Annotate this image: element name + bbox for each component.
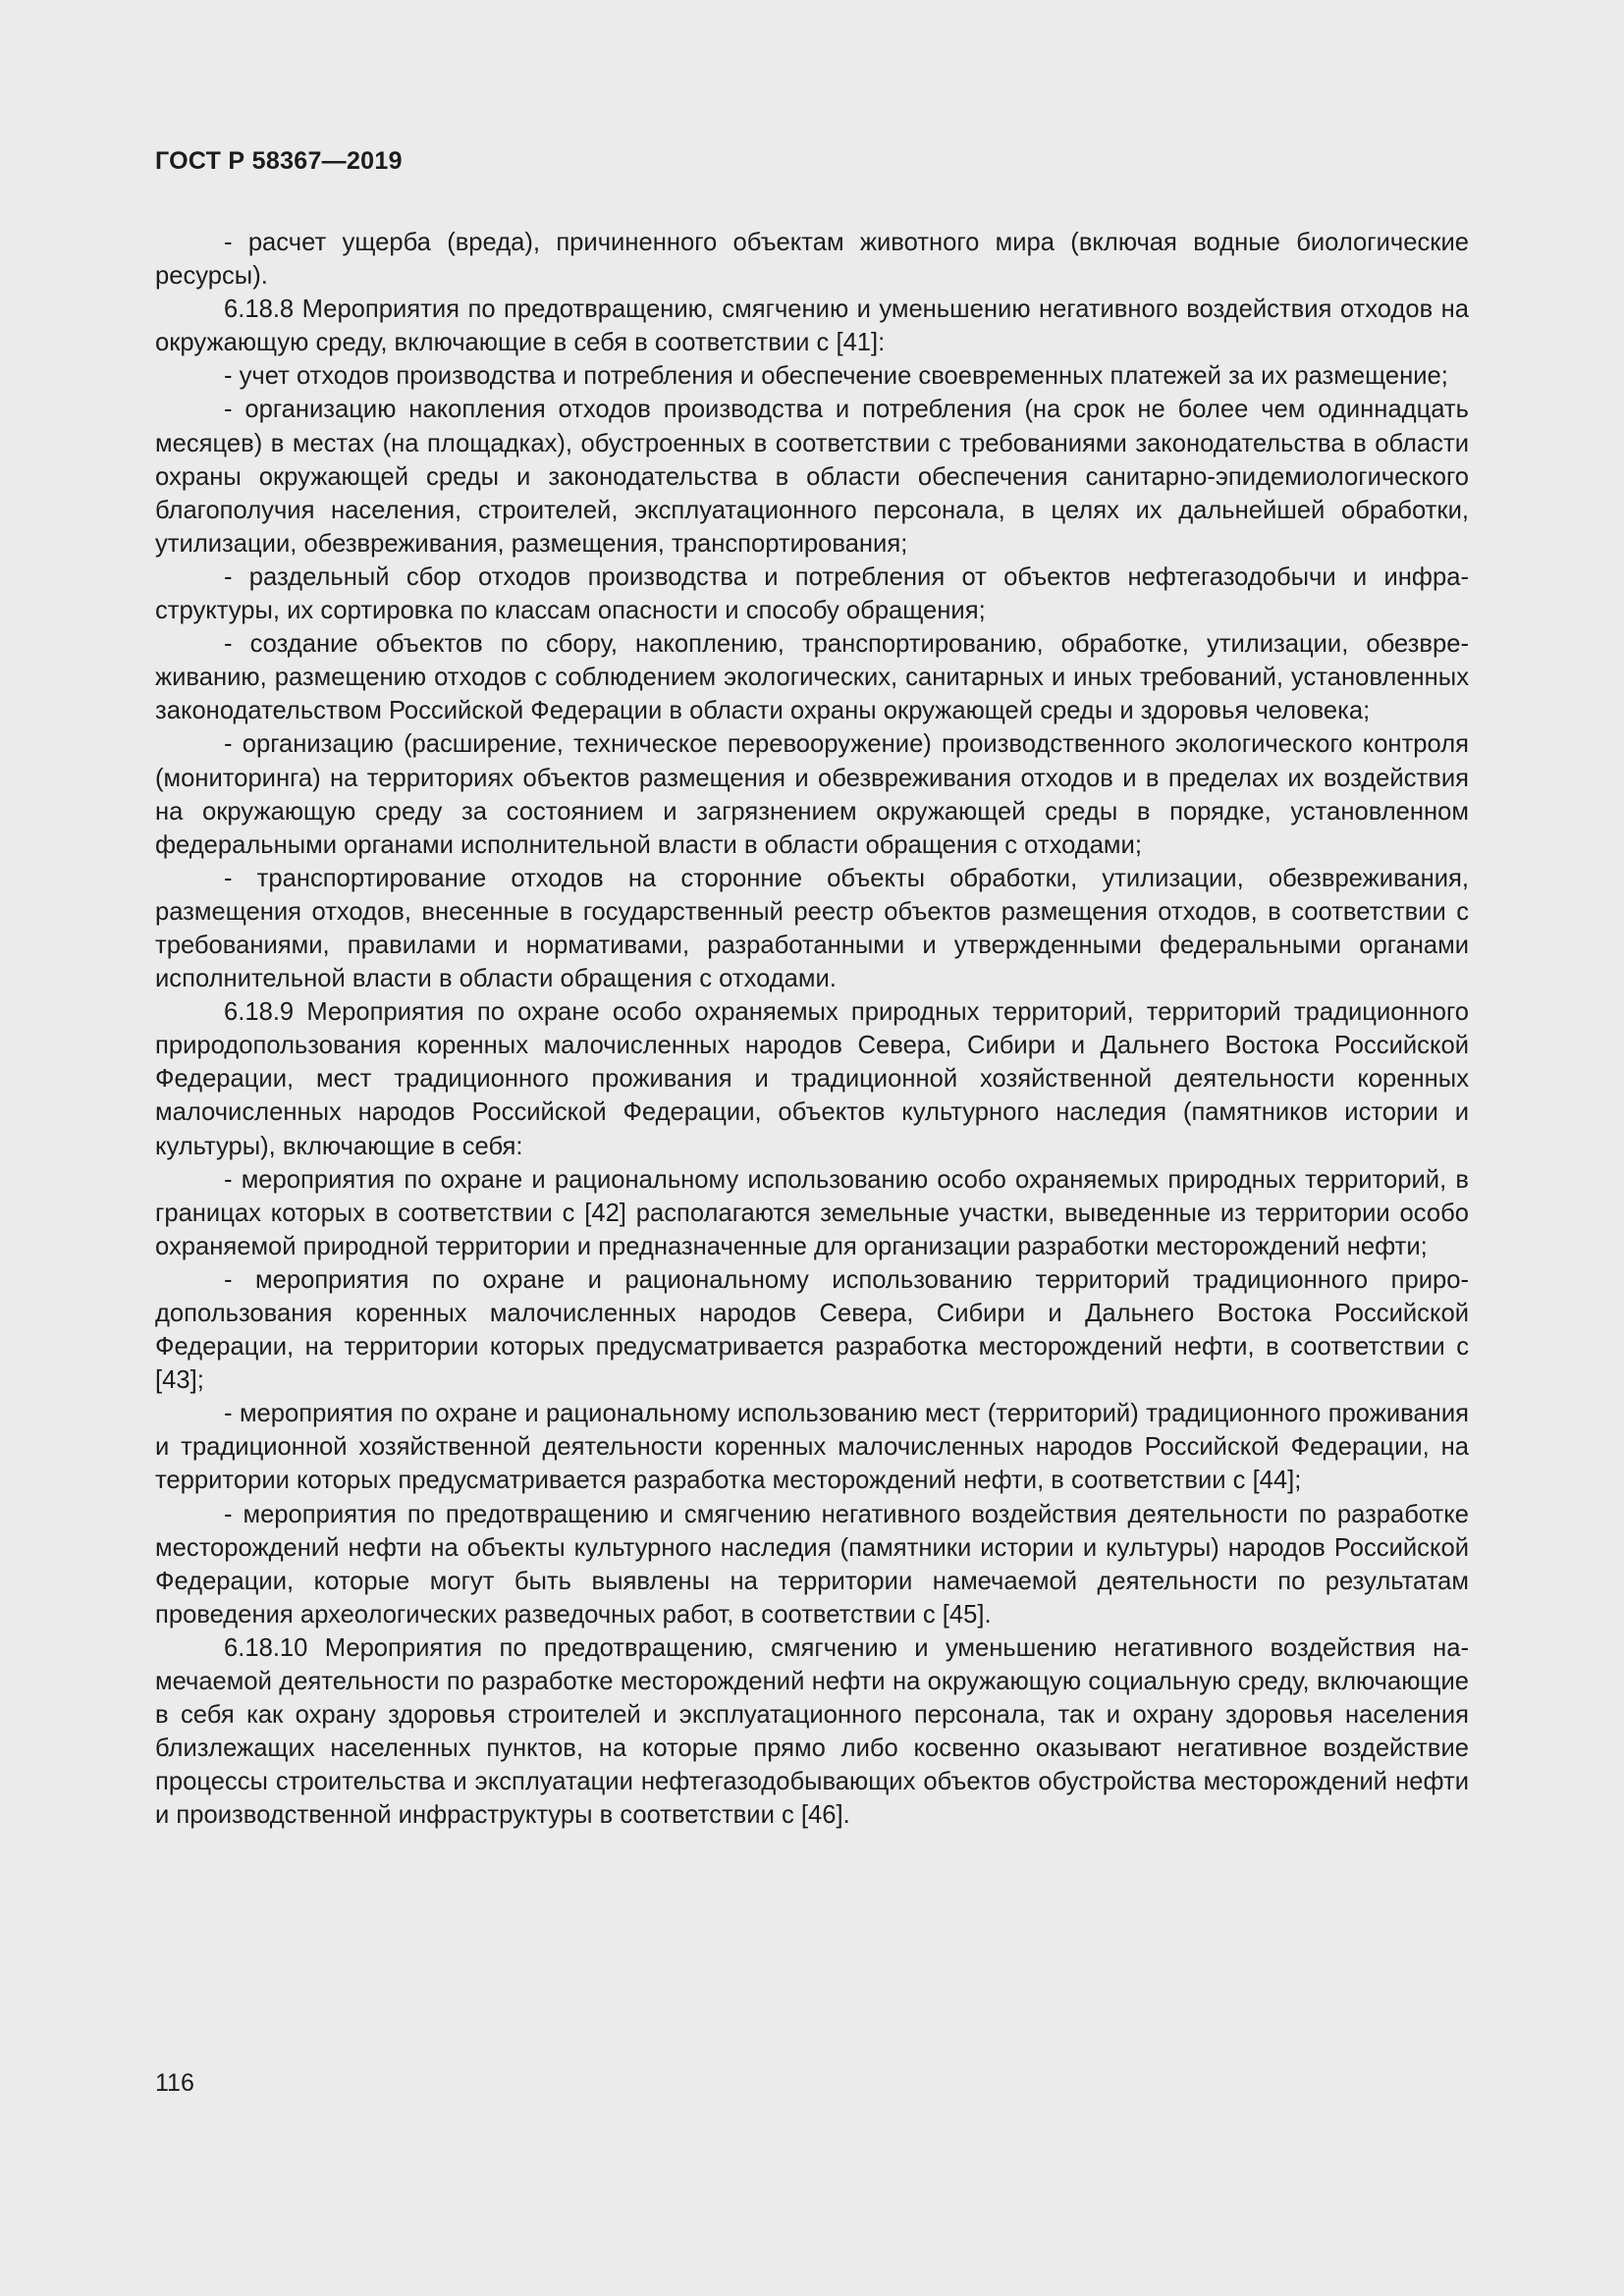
paragraph: - мероприятия по охране и рациональному использованию территорий традиционного природопользования коренных малочисленных народов Севера, Сибири и Дальнего Востока Российской Федерации, на территории которых предусматривается разработка месторождений нефти, в соответствии с [43]; xyxy=(155,1265,1469,1395)
paragraph: - раздельный сбор отходов производства и потребления от объектов нефтегазодобычи и инфраструктуры, их сортировка по классам опасности и способу обращения; xyxy=(155,562,1469,625)
paragraph: - транспортирование отходов на сторонние объекты обработки, утилизации, обезвреживания, размещения отходов, внесенные в государственный реестр объектов размещения отходов, в соответствии с требованиями, правилами и нормативами, разработанными и утвержденными федеральными органами исполнительной власти в области обращения с отходами. xyxy=(155,864,1469,993)
page-number: 116 xyxy=(155,2069,194,2097)
paragraph: - учет отходов производства и потребления и обеспечение своевременных платежей за их размещение; xyxy=(224,362,1448,391)
paragraph: 6.18.8 Мероприятия по предотвращению, смягчению и уменьшению негативного воздействия отходов на окружающую среду, включающие в себя в соответствии с [41]: xyxy=(155,295,1469,357)
paragraph: - организацию (расширение, техническое перевооружение) производственного экологического контроля (мониторинга) на территориях объектов размещения и обезвреживания отходов и в пределах их воздействия на окружающую среду за состоянием и загрязнением окружающей среды в порядке, установленном федеральными органами исполнительной власти в области обращения с отходами; xyxy=(155,730,1469,859)
paragraph: - расчет ущерба (вреда), причиненного объектам животного мира (включая водные биологические ресурсы). xyxy=(155,229,1469,291)
paragraph: - мероприятия по охране и рациональному использованию мест (территорий) традиционного проживания и традиционной хозяйственной деятельности коренных малочисленных народов Российской Федерации, на территории которых предусматривается разработка месторождений нефти, в соответствии с [44]; xyxy=(155,1400,1469,1495)
paragraph: - мероприятия по предотвращению и смягчению негативного воздействия деятельности по разработке месторождений нефти на объекты культурного наследия (памятники истории и культуры) народов Российской Федерации, которые могут быть выявлены на территории намечаемой деятельности по результатам проведения археологических разведочных работ, в соответствии с [45]. xyxy=(155,1500,1469,1629)
paragraph: 6.18.10 Мероприятия по предотвращению, смягчению и уменьшению негативного воздействия намечаемой деятельности по разработке месторождений нефти на окружающую социальную среду, включающие в себя как охрану здоровья строителей и эксплуатационного персонала, так и охрану здоровья населения близлежащих населенных пунктов, на которые прямо либо косвенно оказывают негативное воздействие процессы строительства и эксплуатации нефтегазодобывающих объектов обустройства месторождений нефти и производственной инфраструктуры в соответствии с [46]. xyxy=(155,1633,1469,1830)
document-body xyxy=(155,226,1469,1833)
paragraph: 6.18.9 Мероприятия по охране особо охраняемых природных территорий, территорий традиционного природопользования коренных малочисленных народов Севера, Сибири и Дальнего Востока Российской Федерации, мест традиционного проживания и традиционной хозяйственной деятельности коренных малочисленных народов Российской Федерации, объектов культурного наследия (памятников истории и культуры), включающие в себя: xyxy=(155,998,1469,1160)
paragraph: - организацию накопления отходов производства и потребления (на срок не более чем одиннадцать месяцев) в местах (на площадках), обустроенных в соответствии с требованиями законодательства в области охраны окружающей среды и законодательства в области обеспечения санитарно-эпидемиологического благополучия населения, строителей, эксплуатационного персонала, в целях их дальнейшей обработки, утилизации, обезвреживания, размещения, транспортирования; xyxy=(155,396,1469,558)
paragraph: - мероприятия по охране и рациональному использованию особо охраняемых природных территорий, в границах которых в соответствии с [42] располагаются земельные участки, выведенные из территории особо охраняемой природной территории и предназначенные для организации разработки месторождений нефти; xyxy=(155,1165,1469,1260)
document-header: ГОСТ Р 58367—2019 xyxy=(155,147,403,175)
paragraph: - создание объектов по сбору, накоплению, транспортированию, обработке, утилизации, обезвреживанию, размещению отходов с соблюдением экологических, санитарных и иных требований, установленных законодательством Российской Федерации в области охраны окружающей среды и здоровья человека; xyxy=(155,630,1469,725)
